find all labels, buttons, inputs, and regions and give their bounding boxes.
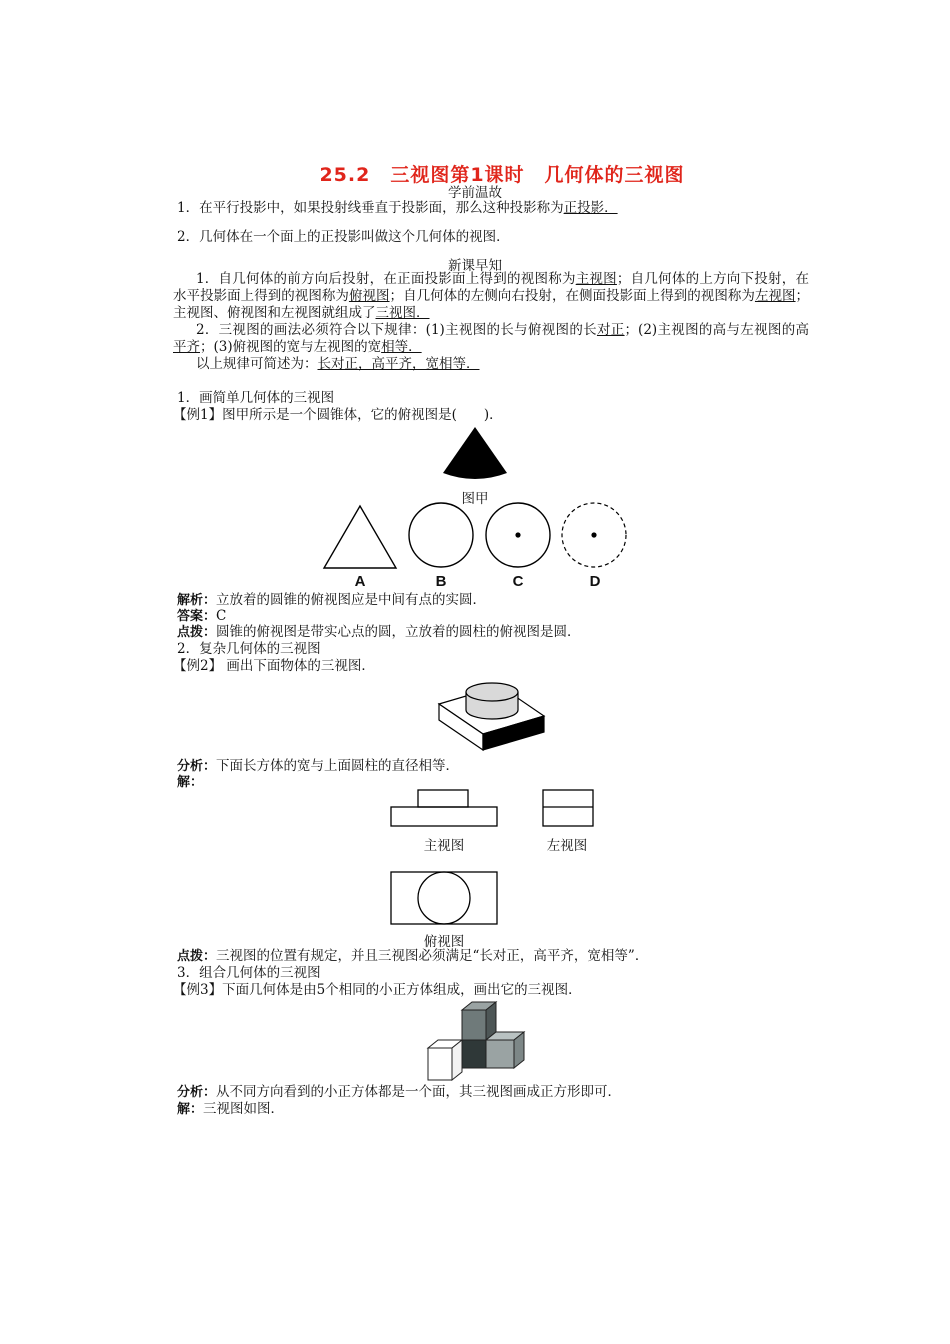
- answer-blank: 左视图: [754, 288, 796, 304]
- cone-figure: [440, 425, 510, 485]
- option-d-label: D: [589, 573, 601, 590]
- preview-heading: 学前温故: [448, 185, 502, 201]
- answer-blank: 平齐: [173, 339, 200, 355]
- new-lesson-summary: [196, 356, 480, 373]
- answer-blank: 相等．: [381, 339, 422, 355]
- paragraph-text: ；(2)主视图的高与左视图的高: [624, 322, 810, 338]
- summary-answer: 长对正，高平齐，宽相等．: [317, 356, 480, 372]
- paragraph-text: 2．三视图的画法必须符合以下规律：(1)主视图的长与俯视图的长: [195, 322, 597, 338]
- box-cylinder-figure: [436, 674, 548, 754]
- analysis-label: 解析：: [177, 593, 217, 608]
- new-lesson-heading: 新课早知: [448, 258, 502, 274]
- example-3-question: 【例3】下面几何体是由5个相同的小正方体组成，画出它的三视图．: [173, 982, 582, 998]
- example-1-question: 【例1】图甲所示是一个圆锥体，它的俯视图是( )．: [173, 407, 503, 423]
- example-2-analysis: [177, 758, 459, 775]
- answer-blank: 主视图: [575, 271, 617, 287]
- paragraph-text: ；(3)俯视图的宽与左视图的宽: [200, 339, 382, 355]
- page-title: 25.2 三视图第1课时 几何体的三视图: [319, 164, 685, 186]
- example-3-solution: [177, 1101, 284, 1118]
- solution-label: 解：: [177, 775, 204, 790]
- tip-text: 三视图的位置有规定，并且三视图必须满足“长对正，高平齐，宽相等”．: [216, 948, 649, 964]
- three-views-top-row: [388, 786, 600, 830]
- left-view-box: [543, 790, 593, 826]
- front-view-base: [391, 807, 497, 826]
- preview-item-1-text: 1．在平行投影中，如果投射线垂直于投影面，那么这种投影称为: [177, 200, 564, 216]
- example-1-analysis: [177, 592, 486, 609]
- option-a-triangle: [324, 506, 396, 568]
- option-c-label: C: [512, 573, 524, 590]
- cubes-figure: [422, 998, 532, 1086]
- option-c-dot: [515, 532, 520, 537]
- answer-blank: 对正: [596, 322, 625, 338]
- option-a-label: A: [354, 573, 366, 590]
- tip-text: 圆锥的俯视图是带实心点的圆，立放着的圆柱的俯视图是圆．: [216, 624, 581, 640]
- preview-item-1-answer: 正投影．: [563, 200, 618, 216]
- example-2-question: 【例2】 画出下面物体的三视图．: [173, 658, 375, 674]
- analysis-text: 立放着的圆锥的俯视图应是中间有点的实圆．: [216, 592, 487, 608]
- paragraph-text: 1．自几何体的前方向后投射，在正面投影面上得到的视图称为: [195, 271, 576, 287]
- top-view-circle: [418, 872, 470, 924]
- preview-item-2: 2．几何体在一个面上的正投影叫做这个几何体的视图．: [177, 229, 510, 245]
- left-view-caption: 左视图: [546, 838, 588, 854]
- tip-label: 点拨：: [177, 625, 217, 640]
- option-d-dot: [591, 532, 596, 537]
- figure-caption-jia: 图甲: [461, 491, 489, 507]
- example-1-tip: [177, 624, 581, 641]
- new-lesson-paragraph-2: [173, 322, 809, 356]
- top-view-figure: [388, 869, 500, 927]
- section-2-heading: 2．复杂几何体的三视图: [177, 641, 321, 657]
- analysis-label: 分析：: [177, 1085, 217, 1100]
- paragraph-text: ；自几何体的左侧向右投射，在侧面投影面上得到的视图称为: [389, 288, 755, 304]
- front-view-top-block: [418, 790, 468, 807]
- answer-text: C: [216, 608, 227, 624]
- answer-label: 答案：: [177, 609, 217, 624]
- answer-blank: 俯视图: [348, 288, 390, 304]
- preview-item-1: [177, 200, 618, 217]
- option-b-circle: [409, 503, 473, 567]
- new-lesson-paragraph-1: [173, 271, 809, 322]
- example-1-answer: [177, 608, 226, 625]
- analysis-label: 分析：: [177, 759, 217, 774]
- example-2-tip: [177, 948, 648, 965]
- analysis-text: 从不同方向看到的小正方体都是一个面，其三视图画成正方形即可．: [216, 1084, 622, 1100]
- paragraph-text: ；主视图、俯视图和左视图就组成了: [173, 288, 810, 321]
- section-3-heading: 3．组合几何体的三视图: [177, 965, 321, 981]
- paragraph-text: ；自几何体的上方向下投射，在水平投影面上得到的视图称为: [173, 271, 809, 304]
- example-2-solution-label: [177, 774, 203, 791]
- section-1-heading: 1．画简单几何体的三视图: [177, 390, 335, 406]
- example-3-analysis: [177, 1084, 621, 1101]
- front-view-caption: 主视图: [423, 838, 465, 854]
- summary-text: 以上规律可简述为：: [196, 356, 318, 372]
- option-b-label: B: [435, 573, 447, 590]
- option-figures: [320, 500, 640, 572]
- top-view-rect: [391, 872, 497, 924]
- solution-text: 三视图如图．: [203, 1101, 285, 1117]
- tip-label: 点拨：: [177, 949, 217, 964]
- top-view-caption: 俯视图: [423, 934, 465, 950]
- answer-blank: 三视图．: [375, 305, 430, 321]
- solution-label: 解：: [177, 1102, 204, 1117]
- analysis-text: 下面长方体的宽与上面圆柱的直径相等．: [216, 758, 460, 774]
